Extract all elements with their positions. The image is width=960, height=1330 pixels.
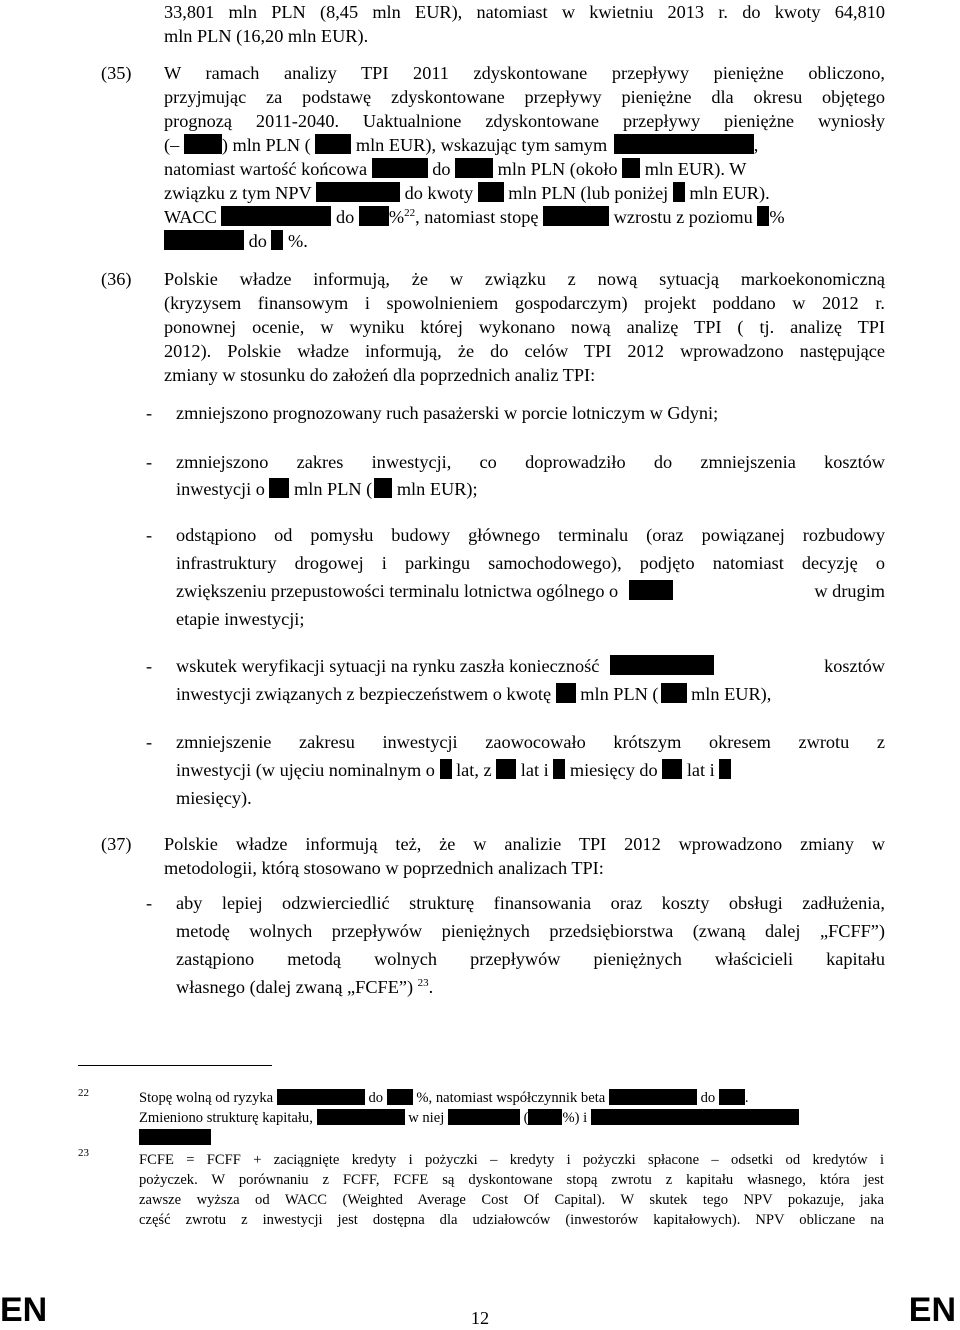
redaction-box: [440, 759, 452, 779]
footnote-line: [139, 1088, 884, 1108]
text-fragment: inwestycji związanych z bezpieczeństwem o kwotę: [176, 684, 552, 704]
text-fragment: mln EUR),: [691, 684, 772, 704]
list-item-text: zmniejszenie zakresu inwestycji zaowocowało krótszym okresem zwrotu z: [176, 732, 885, 752]
list-bullet: -: [146, 403, 153, 423]
redaction-box: [719, 1089, 745, 1105]
language-code-right: EN: [908, 1291, 956, 1329]
text-fragment: Stopę wolną od ryzyka: [139, 1090, 274, 1106]
redaction-box: [387, 1089, 413, 1105]
text-line: mln PLN (16,20 mln EUR).: [164, 26, 369, 46]
redaction-box: [610, 655, 714, 675]
text-fragment: mln EUR), wskazując tym samym: [355, 135, 608, 155]
redaction-box: [591, 1109, 799, 1125]
text-fragment: mln PLN (: [294, 479, 373, 499]
redaction-box: [757, 206, 769, 226]
list-item-text: [176, 579, 885, 603]
text-line: [164, 181, 770, 205]
text-fragment: własnego (dalej zwaną „FCFE”): [176, 977, 414, 997]
text-line: 33,801 mln PLN (8,45 mln EUR), natomiast w kwietniu 2013 r. do kwoty 64,810: [164, 2, 885, 22]
text-fragment: , natomiast stopę: [415, 207, 539, 227]
list-item-text: zastąpiono metodą wolnych przepływów pieniężnych właścicieli kapitału: [176, 949, 885, 969]
paragraph-number: (36): [101, 269, 132, 289]
text-fragment: do: [368, 1090, 384, 1106]
text-line: (kryzysem finansowym i spowolnieniem gospodarczym) projekt poddano w 2012 r.: [164, 293, 885, 313]
text-fragment: do: [432, 159, 451, 179]
text-fragment: lat i: [686, 760, 715, 780]
redaction-box: [629, 580, 673, 600]
list-item-text: infrastruktury drogowej i parkingu samochodowego), podjęto natomiast decyzję o: [176, 553, 885, 573]
redaction-box: [271, 230, 283, 250]
text-line: Polskie władze informują też, że w analizie TPI 2012 wprowadzono zmiany w: [164, 834, 885, 854]
footnote-line: [139, 1108, 884, 1128]
list-item-text: [176, 758, 731, 782]
page-number: 12: [470, 1308, 490, 1328]
footnote-number: 23: [78, 1147, 89, 1159]
redaction-box: [359, 206, 389, 226]
text-line: [164, 229, 308, 253]
footnote-ref: 23: [417, 977, 429, 989]
redaction-box: [448, 1109, 520, 1125]
redaction-box: [164, 230, 244, 250]
redaction-box: [374, 478, 392, 498]
text-fragment: mln PLN (około: [497, 159, 618, 179]
redaction-box: [316, 182, 400, 202]
text-fragment: %, natomiast współczynnik beta: [416, 1090, 606, 1106]
redaction-box: [269, 478, 289, 498]
redaction-box: [478, 182, 504, 202]
text-line: prognozą 2011-2040. Uaktualnione zdyskontowane przepływy pieniężne wyniosły: [164, 111, 885, 131]
text-fragment: inwestycji (w ujęciu nominalnym o: [176, 760, 435, 780]
text-fragment: ,: [753, 135, 759, 155]
list-bullet: -: [146, 452, 153, 472]
footnote-line: FCFE = FCFF + zaciągnięte kredyty i pożyczki – kredyty i pożyczki spłacone – odsetki od kredytów i: [139, 1152, 884, 1168]
text-fragment: .: [428, 977, 434, 997]
text-fragment: w niej: [408, 1110, 445, 1126]
text-fragment: .: [744, 1090, 749, 1106]
text-fragment: mln PLN (: [580, 684, 659, 704]
text-fragment: kosztów: [824, 656, 885, 676]
redaction-box: [528, 1109, 562, 1125]
list-item-text: [176, 477, 478, 501]
redaction-box: [496, 759, 516, 779]
text-fragment: związku z tym NPV: [164, 183, 312, 203]
text-fragment: natomiast wartość końcowa: [164, 159, 368, 179]
text-line: metodologii, którą stosowano w poprzednich analizach TPI:: [164, 858, 604, 878]
list-item-text: odstąpiono od pomysłu budowy głównego terminalu (oraz powiązanej rozbudowy: [176, 525, 885, 545]
redaction-box: [662, 759, 682, 779]
redaction-box: [609, 1089, 697, 1105]
redaction-box: [543, 206, 609, 226]
redaction-box: [139, 1129, 211, 1145]
text-fragment: do kwoty: [404, 183, 474, 203]
redaction-box: [661, 683, 687, 703]
redaction-box: [556, 683, 576, 703]
redaction-box: [553, 759, 565, 779]
text-fragment: mln PLN (lub poniżej: [508, 183, 669, 203]
text-fragment: %.: [288, 231, 308, 251]
text-fragment: inwestycji o: [176, 479, 265, 499]
text-fragment: lat, z: [456, 760, 492, 780]
footnote-line: [139, 1128, 884, 1148]
footnote-line: pożyczek. W porównaniu z FCFF, FCFE są dyskontowane stopą zwrotu z kapitału własnego, która jest: [139, 1172, 884, 1188]
text-fragment: do: [335, 207, 355, 227]
list-item-text: zmniejszono zakres inwestycji, co doprowadziło do zmniejszenia kosztów: [176, 452, 885, 472]
text-line: przyjmując za podstawę zdyskontowane przepływy pieniężne dla okresu objętego: [164, 87, 885, 107]
footnote-number: 22: [78, 1087, 89, 1099]
text-fragment: w drugim: [814, 581, 885, 601]
text-fragment: %: [388, 207, 405, 227]
footnote-separator: [78, 1065, 272, 1066]
text-fragment: WACC: [164, 207, 217, 227]
paragraph-number: (37): [101, 834, 132, 854]
list-item-text: aby lepiej odzwierciedlić strukturę finansowania oraz koszty obsługi zadłużenia,: [176, 893, 885, 913]
text-line: Polskie władze informują, że w związku z nową sytuacją markoekonomiczną: [164, 269, 885, 289]
redaction-box: [372, 158, 428, 178]
text-line: zmiany w stosunku do założeń dla poprzednich analiz TPI:: [164, 365, 596, 385]
redaction-box: [719, 759, 731, 779]
text-fragment: wzrostu z poziomu: [613, 207, 753, 227]
redaction-box: [315, 134, 351, 154]
list-bullet: -: [146, 656, 153, 676]
text-fragment: lat i: [520, 760, 549, 780]
redaction-box: [221, 206, 331, 226]
text-line: ponownej ocenie, w wyniku której wykonano nową analizę TPI ( tj. analizę TPI: [164, 317, 885, 337]
redaction-box: [455, 158, 493, 178]
text-line: [164, 133, 758, 157]
language-code-left: EN: [0, 1291, 48, 1329]
text-fragment: miesięcy do: [569, 760, 658, 780]
text-fragment: mln EUR);: [396, 479, 478, 499]
text-fragment: mln EUR). W: [644, 159, 747, 179]
text-fragment: %) i: [562, 1110, 588, 1126]
text-fragment: Zmieniono strukturę kapitału,: [139, 1110, 313, 1126]
list-bullet: -: [146, 732, 153, 752]
list-item-text: etapie inwestycji;: [176, 609, 305, 629]
text-line: W ramach analizy TPI 2011 zdyskontowane przepływy pieniężne obliczono,: [164, 63, 885, 83]
text-fragment: zwiększeniu przepustowości terminalu lotnictwa ogólnego o: [176, 581, 619, 601]
text-fragment: %: [769, 207, 785, 227]
footnote-ref: 22: [404, 207, 416, 219]
text-fragment: (–: [164, 135, 180, 155]
list-bullet: -: [146, 525, 153, 545]
text-fragment: do: [700, 1090, 716, 1106]
redaction-box: [673, 182, 685, 202]
text-line: [164, 157, 746, 181]
text-line: [164, 205, 785, 229]
redaction-box: [277, 1089, 365, 1105]
list-bullet: -: [146, 893, 153, 913]
list-item-text: [176, 682, 771, 706]
footnote-line: część zwrotu z inwestycji jest dostępna dla udziałowców (inwestorów kapitałowych). NPV obliczane na: [139, 1212, 884, 1228]
text-fragment: ) mln PLN (: [221, 135, 311, 155]
text-fragment: mln EUR).: [689, 183, 770, 203]
redaction-box: [622, 158, 640, 178]
list-item-text: [176, 654, 885, 678]
list-item-text: [176, 975, 433, 999]
text-line: 2012). Polskie władze informują, że do celów TPI 2012 wprowadzono następujące: [164, 341, 885, 361]
list-item-text: zmniejszono prognozowany ruch pasażerski w porcie lotniczym w Gdyni;: [176, 403, 719, 423]
text-fragment: wskutek weryfikacji sytuacji na rynku zaszła konieczność: [176, 656, 600, 676]
list-item-text: miesięcy).: [176, 788, 252, 808]
redaction-box: [184, 134, 222, 154]
text-fragment: (: [523, 1110, 529, 1126]
redaction-box: [317, 1109, 405, 1125]
text-fragment: do: [248, 231, 267, 251]
paragraph-number: (35): [101, 63, 132, 83]
list-item-text: metodę wolnych przepływów pieniężnych przedsiębiorstwa (zwaną dalej „FCFF”): [176, 921, 885, 941]
redaction-box: [614, 134, 754, 154]
footnote-line: zawsze wyższa od WACC (Weighted Average Cost Of Capital). W skutek tego NPV pokazuje, jaka: [139, 1192, 884, 1208]
